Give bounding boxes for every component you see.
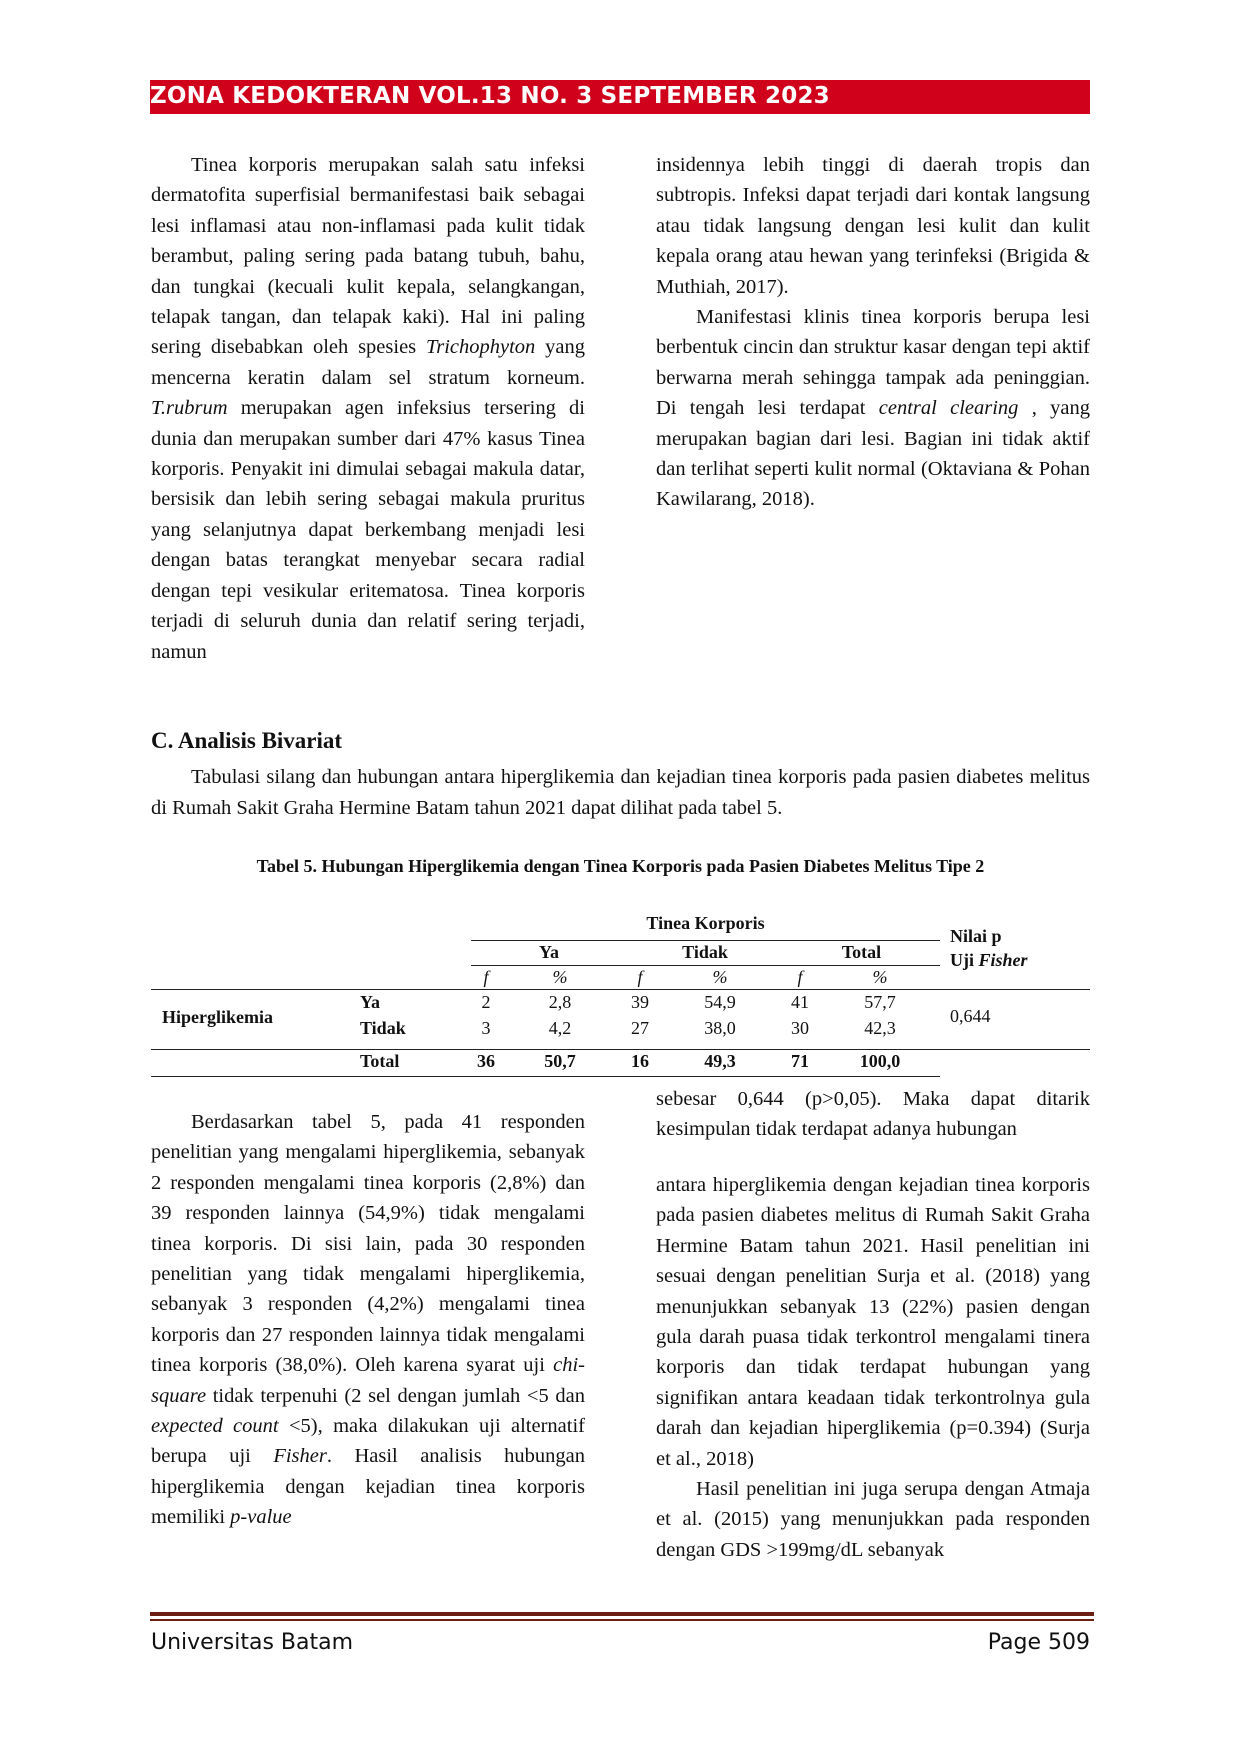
total-row-label: Total <box>360 1051 400 1071</box>
journal-header-bar <box>150 80 1090 114</box>
cell: 54,9 <box>704 992 736 1012</box>
journal-header-title: ZONA KEDOKTERAN VOL.13 NO. 3 SEPTEMBER 2023 <box>150 83 830 109</box>
paragraph-conclusion: sebesar 0,644 (p>0,05). Maka dapat ditarik kesimpulan tidak terdapat adanya hubungan <box>656 1088 1090 1141</box>
paragraph-analysis: Berdasarkan tabel 5, pada 41 responden penelitian yang mengalami hiperglikemia, sebanyak 2 responden mengalami tinea korporis (2,8%) dan 39 responden lainnya (54,9%) tidak mengalami tinea korporis. Di sisi lain, pada 30 responden penelitian yang tidak mengalami hiperglikemia, sebanyak 3 responden (4,2%) mengalami tinea korporis dan 27 responden lainnya tidak mengalami tinea korporis (38,0%). Oleh karena syarat uji chi-square tidak terpenuhi (2 sel dengan jumlah <5 dan expected count <5), maka dilakukan uji alternatif berupa uji Fisher. Hasil analisis hubungan hiperglikemia dengan kejadian tinea korporis memiliki p-value <box>151 1111 585 1529</box>
pvalue-cell: 0,644 <box>950 1006 991 1026</box>
group-header: Tinea Korporis <box>646 913 765 933</box>
paragraph-incidence: insidennya lebih tinggi di daerah tropis dan subtropis. Infeksi dapat terjadi dari kontak langsung atau tidak langsung dengan lesi kulit dan kulit kepala orang atau hewan yang terinfeksi (Brigida & Muthiah, 2017). <box>656 154 1090 298</box>
total-cell: 16 <box>631 1051 649 1071</box>
rule-under-headers <box>151 989 1090 990</box>
total-cell: 71 <box>791 1051 809 1071</box>
footer-rule <box>150 1619 1094 1621</box>
left-column-top <box>151 150 585 667</box>
cell: 57,7 <box>864 992 896 1012</box>
paragraph-manifestation: Manifestasi klinis tinea korporis berupa lesi berbentuk cincin dan struktur kasar dengan tepi aktif berwarna merah sehingga tampak ada peninggian. Di tengah lesi terdapat central clearing , yang merupakan bagian dari lesi. Bagian ini tidak aktif dan terlihat seperti kulit normal (Oktaviana & Pohan Kawilarang, 2018). <box>656 306 1090 511</box>
subheader-total: Total <box>841 942 882 962</box>
rule-under-group <box>471 940 940 941</box>
paragraph-comparison: antara hiperglikemia dengan kejadian tinea korporis pada pasien diabetes melitus di Rumah Sakit Graha Hermine Batam tahun 2021. Hasil penelitian ini sesuai dengan penelitian Surja et al. (2018) yang menunjukkan sebanyak 13 (22%) pasien dengan gula darah puasa tidak terkontrol mengalami tinera korporis dan tidak terdapat hubungan yang signifikan antara keadaan tidak terkontrolnya gula darah dan kejadian hiperglikemia (p=0.394) (Surja et al., 2018) <box>656 1174 1090 1470</box>
left-column-bottom <box>151 1107 585 1533</box>
paragraph-atmaja: Hasil penelitian ini juga serupa dengan Atmaja et al. (2015) yang menunjukkan pada responden dengan GDS >199mg/dL sebanyak <box>656 1478 1090 1561</box>
cell: 38,0 <box>704 1018 736 1038</box>
cell: 42,3 <box>864 1018 896 1038</box>
total-cell: 36 <box>477 1051 495 1071</box>
cell: 2,8 <box>548 992 572 1012</box>
col-header-pct: % <box>872 967 888 987</box>
col-header-pct: % <box>552 967 568 987</box>
row-group-label: Hiperglikemia <box>162 1007 273 1027</box>
rule-under-subheaders <box>471 965 940 966</box>
cell: 41 <box>791 992 809 1012</box>
italic-term: central clearing <box>878 397 1019 420</box>
section-intro: Tabulasi silang dan hubungan antara hiperglikemia dan kejadian tinea korporis pada pasien diabetes melitus di Rumah Sakit Graha Hermine Batam tahun 2021 dapat dilihat pada tabel 5. <box>151 766 1090 819</box>
italic-term: Fisher <box>273 1445 327 1468</box>
total-cell: 49,3 <box>704 1051 736 1071</box>
col-header-f: f <box>483 967 489 987</box>
section-heading: C. Analisis Bivariat <box>151 728 343 753</box>
total-cell: 100,0 <box>859 1051 901 1071</box>
rule-above-total <box>151 1049 1090 1050</box>
italic-term: Trichophyton <box>425 336 536 359</box>
table-caption: Tabel 5. Hubungan Hiperglikemia dengan Tinea Korporis pada Pasien Diabetes Melitus Tipe 2 <box>256 856 985 876</box>
right-column-top <box>656 150 1090 515</box>
italic-term: chi-square <box>151 1354 585 1407</box>
italic-term: expected count <box>151 1415 279 1438</box>
col-header-f: f <box>637 967 643 987</box>
subheader-ya: Ya <box>538 942 559 962</box>
footer-institution: Universitas Batam <box>151 1630 354 1655</box>
total-cell: 50,7 <box>544 1051 576 1071</box>
pvalue-header-line2: Uji Fisher <box>950 950 1028 970</box>
cell: 3 <box>481 1018 491 1038</box>
right-column-bottom-b <box>656 1170 1090 1565</box>
right-column-bottom-a <box>656 1084 1090 1145</box>
pvalue-header-line1: Nilai p <box>950 926 1002 946</box>
italic-term: p-value <box>230 1506 292 1529</box>
cell: 4,2 <box>548 1018 572 1038</box>
subheader-tidak: Tidak <box>682 942 728 962</box>
cell: 30 <box>791 1018 809 1038</box>
italic-term: T.rubrum <box>151 397 228 420</box>
cell: 2 <box>481 992 491 1012</box>
footer-rule <box>150 1612 1094 1616</box>
cell: 27 <box>631 1018 649 1038</box>
col-header-pct: % <box>712 967 728 987</box>
rule-bottom <box>151 1076 940 1077</box>
cell: 39 <box>631 992 649 1012</box>
row-label-ya: Ya <box>360 992 381 1012</box>
col-header-f: f <box>797 967 803 987</box>
paragraph-tinea-intro: Tinea korporis merupakan salah satu infeksi dermatofita superfisial bermanifestasi baik sebagai lesi inflamasi atau non-inflamasi pada kulit tidak berambut, paling sering pada batang tubuh, bahu, dan tungkai (kecuali kulit kepala, selangkangan, telapak tangan, dan telapak kaki). Hal ini paling sering disebabkan oleh spesies Trichophyton yang mencerna keratin dalam sel stratum korneum. T.rubrum merupakan agen infeksius tersering di dunia dan merupakan sumber dari 47% kasus Tinea korporis. Penyakit ini dimulai sebagai makula datar, bersisik dan lebih sering sebagai makula pruritus yang selanjutnya dapat berkembang menjadi lesi dengan batas terangkat menyebar secara radial dengan tepi vesikular eritematosa. Tinea korporis terjadi di seluruh dunia dan relatif sering terjadi, namun <box>151 154 585 663</box>
footer-page-number: Page 509 <box>987 1630 1090 1655</box>
row-label-tidak: Tidak <box>360 1018 406 1038</box>
